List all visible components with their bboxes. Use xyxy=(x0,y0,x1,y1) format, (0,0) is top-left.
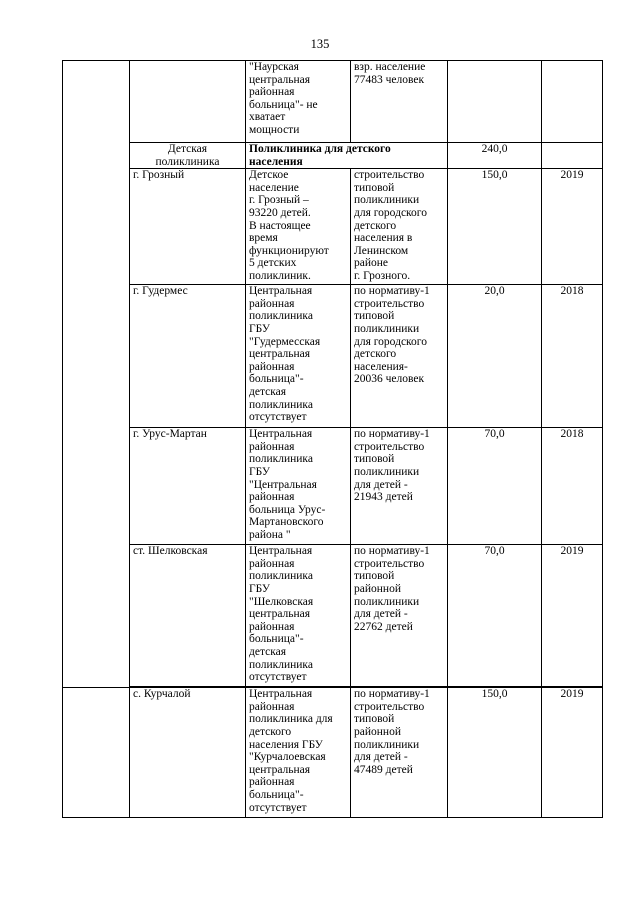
table-row xyxy=(63,688,603,818)
healthcare-facilities-table xyxy=(62,60,603,818)
amount-cell: 20,0 xyxy=(448,285,542,428)
basis-cell: по нормативу-1 строительство типовой районной поликлиники для детей - 47489 детей xyxy=(351,688,448,818)
locality-cell: с. Курчалой xyxy=(130,688,246,818)
basis-cell: взр. население 77483 человек xyxy=(351,61,448,143)
region-cell xyxy=(63,688,130,818)
amount-cell xyxy=(448,61,542,143)
amount-cell: 70,0 xyxy=(448,545,542,687)
year-cell: 2019 xyxy=(542,688,603,818)
table-row xyxy=(63,169,603,285)
section-year-cell xyxy=(542,143,603,169)
section-title: Поликлиника для детского населения xyxy=(246,143,448,169)
year-cell xyxy=(542,61,603,143)
basis-cell: по нормативу-1 строительство типовой поликлиники для детей - 21943 детей xyxy=(351,428,448,545)
section-amount-cell: 240,0 xyxy=(448,143,542,169)
section-header-row xyxy=(63,143,603,169)
locality-cell: г. Грозный xyxy=(130,169,246,285)
amount-cell: 150,0 xyxy=(448,169,542,285)
current-state-cell: Центральная районная поликлиника для детского населения ГБУ "Курчалоевская центральная районная больница"- отсутствует xyxy=(246,688,351,818)
amount-cell: 150,0 xyxy=(448,688,542,818)
basis-cell: по нормативу-1 строительство типовой поликлиники для городского детского населения- 20036 человек xyxy=(351,285,448,428)
year-cell: 2019 xyxy=(542,169,603,285)
page-number: 135 xyxy=(310,37,330,51)
facility-type-cell: Детская поликлиника xyxy=(130,143,246,169)
basis-cell: строительство типовой поликлиники для городского детского населения в Ленинском районе г. Грозного. xyxy=(351,169,448,285)
table-row xyxy=(63,545,603,687)
locality-cell xyxy=(130,61,246,143)
amount-cell: 70,0 xyxy=(448,428,542,545)
year-cell: 2019 xyxy=(542,545,603,687)
table-row xyxy=(63,428,603,545)
current-state-cell: Центральная районная поликлиника ГБУ "Центральная районная больница Урус- Мартановского района " xyxy=(246,428,351,545)
locality-cell: г. Урус-Мартан xyxy=(130,428,246,545)
region-cell xyxy=(63,61,130,688)
locality-cell: ст. Шелковская xyxy=(130,545,246,687)
current-state-cell: "Наурская центральная районная больница"- не хватает мощности xyxy=(246,61,351,143)
table-row xyxy=(63,61,603,143)
basis-cell: по нормативу-1 строительство типовой районной поликлиники для детей - 22762 детей xyxy=(351,545,448,687)
current-state-cell: Детское население г. Грозный – 93220 детей. В настоящее время функционируют 5 детских поликлиник. xyxy=(246,169,351,285)
year-cell: 2018 xyxy=(542,428,603,545)
year-cell: 2018 xyxy=(542,285,603,428)
current-state-cell: Центральная районная поликлиника ГБУ "Гудермесская центральная районная больница"- детская поликлиника отсутствует xyxy=(246,285,351,428)
current-state-cell: Центральная районная поликлиника ГБУ "Шелковская центральная районная больница"- детская поликлиника отсутствует xyxy=(246,545,351,687)
table-row xyxy=(63,285,603,428)
locality-cell: г. Гудермес xyxy=(130,285,246,428)
